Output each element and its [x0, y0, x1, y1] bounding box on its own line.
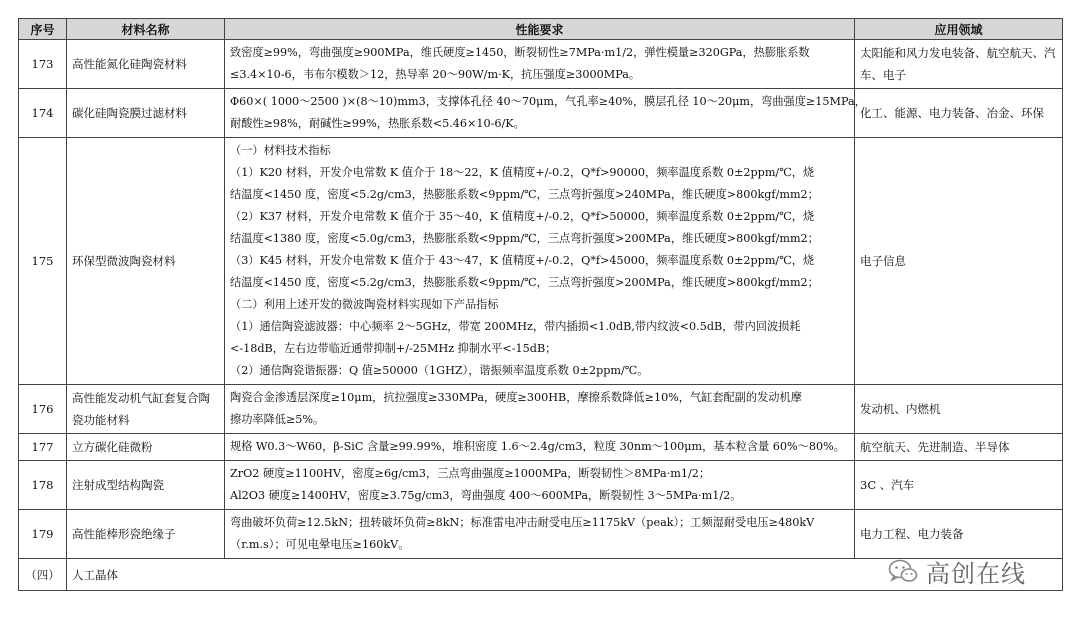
requirement-line: <-18dB，左右边带临近通带抑制+/-25MHz 抑制水平<-15dB；: [230, 342, 557, 355]
row-number: 179: [19, 510, 67, 559]
materials-spec-table: [18, 18, 1063, 591]
row-number: 174: [19, 89, 67, 138]
header-application: 应用领域: [855, 19, 1063, 40]
header-material: 材料名称: [67, 19, 225, 40]
material-name: 高性能氮化硅陶瓷材料: [67, 40, 225, 89]
table-header-row: [19, 19, 1063, 40]
requirement-line: 致密度≥99%，弯曲强度≥900MPa，维氏硬度≥1450，断裂韧性≥7MPa·m1/2，弹性模量≥320GPa，热膨胀系数: [230, 46, 810, 59]
requirement-line: （r.m.s）；可见电晕电压≥160kV。: [230, 538, 410, 551]
application-cell: 化工、能源、电力装备、冶金、环保: [855, 89, 1063, 138]
requirement-line: ≤3.4×10-6，韦布尔模数＞12，热导率 20～90W/m·K，抗压强度≥3000MPa。: [230, 68, 641, 81]
application-cell: 航空航天、先进制造、半导体: [855, 434, 1063, 461]
material-name: 立方碳化硅微粉: [67, 434, 225, 461]
wechat-icon: [888, 559, 918, 585]
requirement-cell: [225, 434, 855, 461]
requirement-line: （1）通信陶瓷滤波器：中心频率 2～5GHz，带宽 200MHz，带内插损<1.0dB,带内纹波<0.5dB，带内回波损耗: [230, 320, 801, 333]
requirement-cell: [225, 138, 855, 385]
requirement-cell: [225, 510, 855, 559]
row-number: 175: [19, 138, 67, 385]
requirement-line: （3）K45 材料，开发介电常数 K 值介于 43～47，K 值精度+/-0.2，Q*f>45000，频率温度系数 0±2ppm/℃，烧: [230, 254, 815, 267]
table-row: [19, 40, 1063, 89]
requirement-line: Φ60×( 1000～2500 )×(8～10)mm3，支撑体孔径 40～70μm，气孔率≥40%，膜层孔径 10～20μm，弯曲强度≥15MPa，: [230, 95, 866, 108]
requirement-line: 弯曲破坏负荷≥12.5kN；扭转破坏负荷≥8kN；标准雷电冲击耐受电压≥1175kV（peak）；工频湿耐受电压≥480kV: [230, 516, 815, 529]
watermark: [888, 554, 1026, 589]
table-row: [19, 461, 1063, 510]
requirement-line: 结温度<1380 度，密度<5.0g/cm3，热膨胀系数<9ppm/℃，三点弯折强度>200MPa，维氏硬度>800kgf/mm2；: [230, 232, 819, 245]
material-name: 注射成型结构陶瓷: [67, 461, 225, 510]
row-number: 178: [19, 461, 67, 510]
requirement-line: 规格 W0.3～W60，β-SiC 含量≥99.99%，堆积密度 1.6～2.4g/cm3，粒度 30nm～100μm，基本粒含量 60%～80%。: [230, 440, 845, 453]
requirement-cell: [225, 89, 866, 138]
requirement-line: （1）K20 材料，开发介电常数 K 值介于 18～22，K 值精度+/-0.2，Q*f>90000，频率温度系数 0±2ppm/℃，烧: [230, 166, 815, 179]
requirement-line: 结温度<1450 度，密度<5.2g/cm3，热膨胀系数<9ppm/℃，三点弯折强度>240MPa，维氏硬度>800kgf/mm2；: [230, 188, 819, 201]
requirement-line: Al2O3 硬度≥1400HV，密度≥3.75g/cm3，弯曲强度 400～600MPa，断裂韧性 3～5MPa·m1/2。: [230, 489, 742, 502]
material-name: 环保型微波陶瓷材料: [67, 138, 225, 385]
requirement-line: 陶瓷合金渗透层深度≥10μm，抗拉强度≥330MPa，硬度≥300HB，摩擦系数降低≥10%，气缸套配副的发动机摩: [230, 391, 802, 404]
material-name: 高性能发动机气缸套复合陶瓷功能材料: [67, 385, 225, 434]
requirement-line: （二）利用上述开发的微波陶瓷材料实现如下产品指标: [230, 298, 499, 311]
requirement-line: （2）K37 材料，开发介电常数 K 值介于 35～40，K 值精度+/-0.2，Q*f>50000，频率温度系数 0±2ppm/℃，烧: [230, 210, 815, 223]
row-number: 176: [19, 385, 67, 434]
application-cell: 电子信息: [855, 138, 1063, 385]
application-cell: 3C 、汽车: [855, 461, 1063, 510]
requirement-line: （2）通信陶瓷谐振器：Q 值≥50000（1GHZ），谐振频率温度系数 0±2ppm/℃。: [230, 364, 649, 377]
requirement-line: 结温度<1450 度，密度<5.2g/cm3，热膨胀系数<9ppm/℃，三点弯折强度>200MPa，维氏硬度>800kgf/mm2；: [230, 276, 819, 289]
header-no: 序号: [19, 19, 67, 40]
requirement-cell: [225, 40, 855, 89]
section-number: （四）: [19, 559, 67, 591]
material-name: 碳化硅陶瓷膜过滤材料: [67, 89, 225, 138]
application-cell: 电力工程、电力装备: [855, 510, 1063, 559]
header-requirement: 性能要求: [225, 19, 855, 40]
requirement-line: ZrO2 硬度≥1100HV，密度≥6g/cm3，三点弯曲强度≥1000MPa，断裂韧性＞8MPa·m1/2；: [230, 467, 711, 480]
table-row: [19, 385, 1063, 434]
table-row: [19, 434, 1063, 461]
application-cell: 发动机、内燃机: [855, 385, 1063, 434]
table-row: [19, 138, 1063, 385]
requirement-line: 擦功率降低≥5%。: [230, 413, 325, 426]
section-title: 人工晶体: [67, 559, 1063, 591]
watermark-text: 高创在线: [926, 560, 1026, 588]
application-cell: 太阳能和风力发电装备、航空航天、汽车、电子: [855, 40, 1063, 89]
requirement-line: （一）材料技术指标: [230, 144, 331, 157]
requirement-cell: [225, 385, 855, 434]
requirement-cell: [225, 461, 855, 510]
row-number: 173: [19, 40, 67, 89]
table-row: [19, 89, 1063, 138]
requirement-line: 耐酸性≥98%，耐碱性≥99%，热胀系数<5.46×10-6/K。: [230, 117, 525, 130]
table-row: [19, 510, 1063, 559]
material-name: 高性能棒形瓷绝缘子: [67, 510, 225, 559]
row-number: 177: [19, 434, 67, 461]
